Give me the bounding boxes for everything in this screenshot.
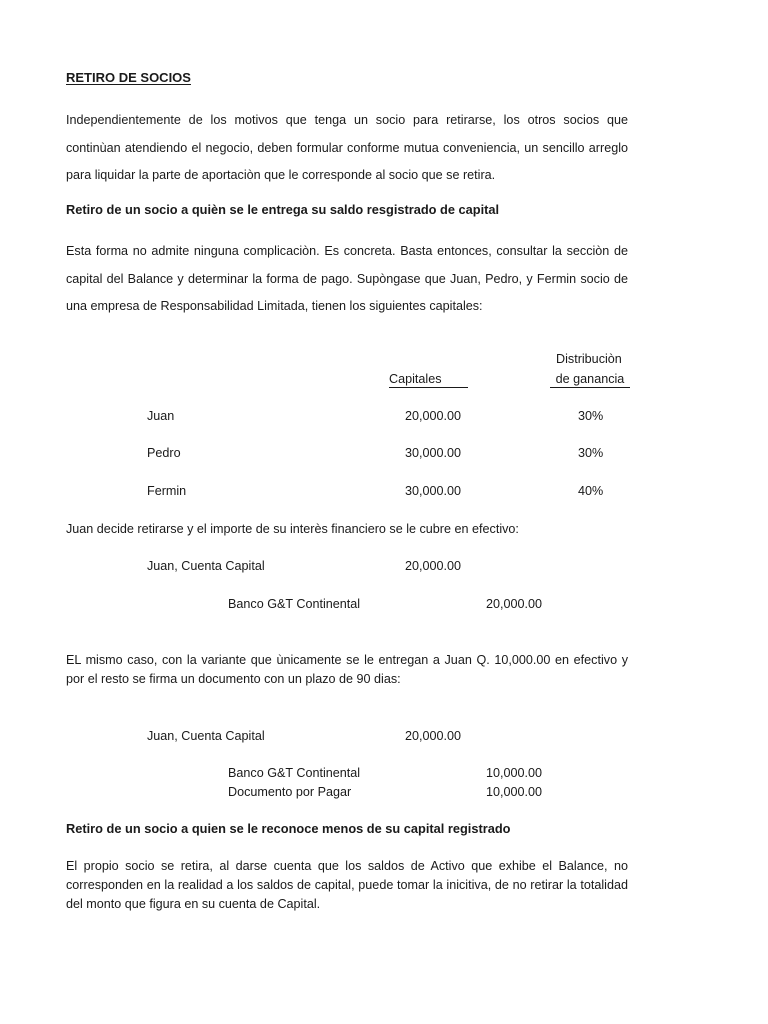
debit-account: Juan, Cuenta Capital	[147, 559, 265, 573]
column-header-distribucion-line1: Distribuciòn	[556, 352, 622, 366]
partner-name: Juan	[147, 409, 175, 423]
column-header-capitales: Capitales	[389, 372, 468, 388]
withdrawal-statement: Juan decide retirarse y el importe de su interès financiero se le cubre en efectivo:	[66, 522, 519, 536]
partner-distribution: 30%	[578, 409, 604, 423]
partner-capital: 30,000.00	[405, 446, 462, 460]
credit-account: Banco G&T Continental	[228, 597, 361, 611]
intro-paragraph: Independientemente de los motivos que tenga un socio para retirarse, los otros socios que continùan atendiendo el negocio, deben formular conforme mutua conveniencia, un sencillo arreglo para liquidar la parte de aportaciòn que le corresponde al socio que se retira.	[66, 113, 628, 182]
credit-amount: 10,000.00	[486, 766, 543, 780]
debit-amount: 20,000.00	[405, 559, 462, 573]
document-title: RETIRO DE SOCIOS	[66, 70, 191, 85]
capital-paragraph: Esta forma no admite ninguna complicaciòn. Es concreta. Basta entonces, consultar la secciòn de capital del Balance y determinar la forma de pago. Supòngase que Juan, Pedro, y Fermin socio de una empresa de Responsabilidad Limitada, tienen los siguientes capitales:	[66, 244, 628, 313]
partner-distribution: 30%	[578, 446, 604, 460]
partner-name: Fermin	[147, 484, 187, 498]
section-heading-full-capital: Retiro de un socio a quièn se le entrega su saldo resgistrado de capital	[66, 202, 500, 217]
debit-amount: 20,000.00	[405, 729, 462, 743]
partner-distribution: 40%	[578, 484, 604, 498]
partner-capital: 30,000.00	[405, 484, 462, 498]
credit-amount: 20,000.00	[486, 597, 543, 611]
partner-capital: 20,000.00	[405, 409, 462, 423]
debit-account: Juan, Cuenta Capital	[147, 729, 265, 743]
partner-name: Pedro	[147, 446, 181, 460]
column-header-distribucion-line2: de ganancia	[550, 372, 630, 388]
credit-account: Documento por Pagar	[228, 785, 352, 799]
credit-account: Banco G&T Continental	[228, 766, 361, 780]
variant-paragraph: EL mismo caso, con la variante que ùnicamente se le entregan a Juan Q. 10,000.00 en efectivo y por el resto se firma un documento con un plazo de 90 dias:	[66, 653, 628, 686]
section-heading-reduced-capital: Retiro de un socio a quien se le reconoce menos de su capital registrado	[66, 821, 511, 836]
credit-amount: 10,000.00	[486, 785, 543, 799]
reduced-capital-paragraph: El propio socio se retira, al darse cuenta que los saldos de Activo que exhibe el Balance, no corresponden en la realidad a los saldos de capital, puede tomar la inicitiva, de no retirar la totalidad del monto que figura en su cuenta de Capital.	[66, 859, 628, 911]
